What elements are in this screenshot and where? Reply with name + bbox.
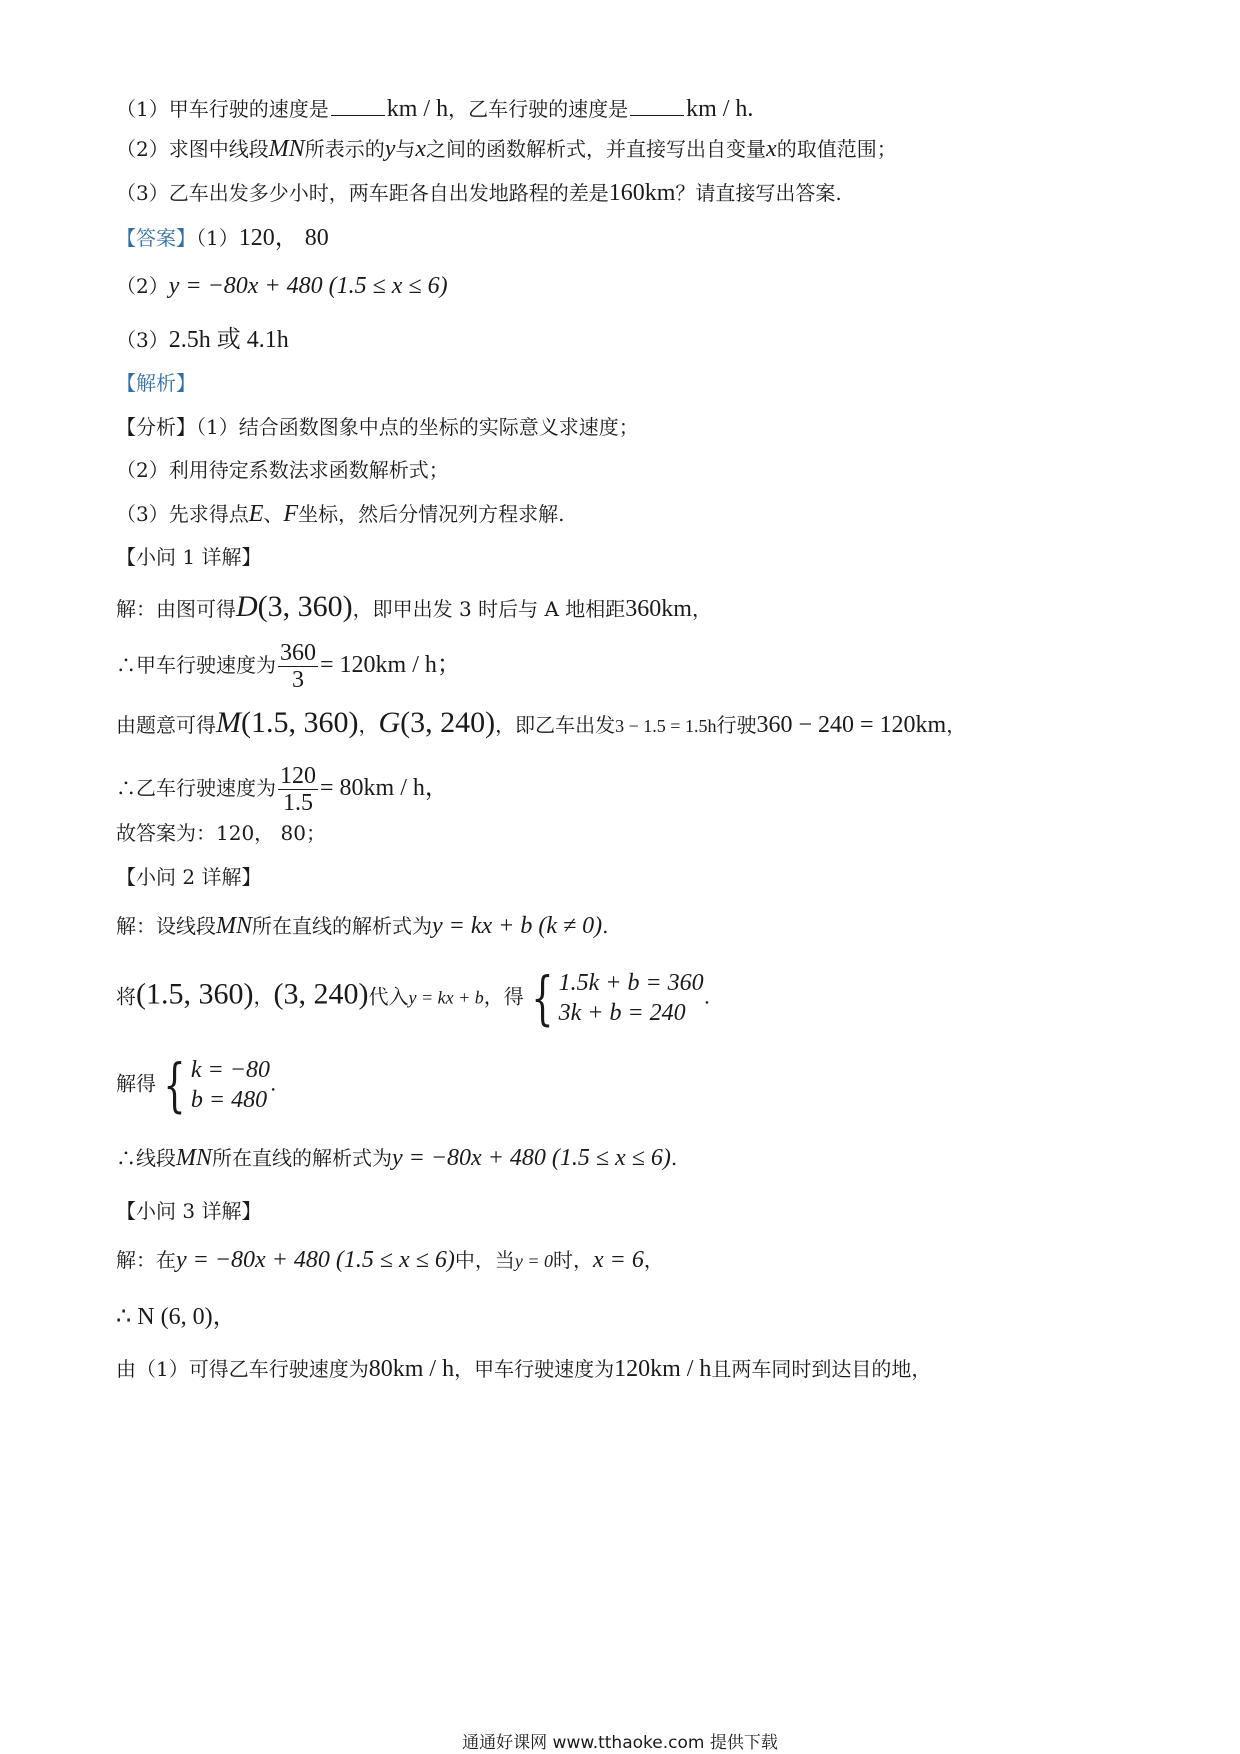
point-m-coords: (1.5, 360)	[241, 706, 359, 739]
part2-l3-period: .	[269, 1071, 277, 1096]
part2-l2-text-a: 将	[116, 984, 136, 1009]
fraction-numerator: 120	[280, 763, 316, 789]
q2-segment-mn: MN	[268, 136, 305, 162]
part1-l3-comma: ，	[358, 713, 379, 737]
answer-2-formula: y = −80x + 480 (1.5 ≤ x ≤ 6)	[168, 273, 448, 299]
part1-l4-result: = 80km / h，	[320, 775, 449, 801]
part1-line-3	[116, 708, 966, 741]
part1-title: 【小问 1 详解】	[116, 545, 262, 569]
question-1	[116, 94, 753, 124]
part3-l1-text-c: 时，	[553, 1248, 594, 1272]
answer-2-prefix: （2）	[116, 274, 169, 298]
fraction-denominator: 3	[292, 667, 304, 693]
equation-system-1	[524, 964, 704, 1032]
q1-text-c: ，乙车行驶的速度是	[448, 97, 629, 121]
part1-line-5: 故答案为：120， 80；	[116, 821, 326, 845]
part2-line-1	[116, 911, 609, 941]
equation-system-2	[156, 1051, 270, 1119]
brace-icon: {	[531, 964, 554, 1032]
q2-text-e: 的取值范围；	[776, 137, 897, 161]
point-2-coords: (3, 240)	[273, 977, 369, 1011]
q2-var-y: y	[384, 136, 396, 162]
question-3	[116, 178, 842, 208]
part3-equation: y = −80x + 480 (1.5 ≤ x ≤ 6)	[176, 1247, 455, 1273]
q2-text-a: （2）求图中线段	[116, 137, 269, 161]
fenxi-3-text-a: （3）先求得点	[116, 502, 249, 526]
answer-3-prefix: （3）	[116, 328, 169, 352]
part1-line-1	[116, 592, 712, 624]
part3-l3-text-a: 由（1）可得乙车行驶速度为	[116, 1357, 369, 1381]
jiexi-tag: 【解析】	[116, 371, 196, 395]
fenxi-3-text-c: 坐标，然后分情况列方程求解.	[298, 502, 565, 526]
part3-x-value: x = 6	[593, 1247, 644, 1273]
part1-l3-time: 3 − 1.5 = 1.5h	[615, 716, 717, 736]
q2-text-b: 所表示的	[304, 137, 385, 161]
part1-l3-distance: 360 − 240 = 120km	[756, 712, 947, 738]
part2-title: 【小问 2 详解】	[116, 865, 262, 889]
answer-line-2	[116, 271, 448, 301]
speed-a: 120km / h	[614, 1356, 712, 1382]
system-row-1: k = −80	[190, 1057, 270, 1083]
part2-l2-comma: ，	[253, 984, 274, 1009]
fraction-numerator: 360	[280, 640, 316, 666]
part2-l3-text: 解得	[116, 1071, 156, 1096]
answer-blank-2	[630, 97, 684, 116]
fenxi-line-1: 【分析】（1）结合函数图象中点的坐标的实际意义求速度；	[116, 415, 639, 439]
answer-3-value: 2.5h 或 4.1h	[168, 327, 289, 353]
fraction-denominator: 1.5	[283, 790, 313, 816]
part2-l2-equation: y = kx + b	[408, 987, 484, 1008]
point-f-label: F	[283, 501, 299, 527]
part1-l3-text-c: ，即乙车出发	[495, 713, 616, 737]
speed-fraction-1	[278, 640, 318, 693]
part3-l1-text-a: 解：在	[116, 1248, 176, 1272]
segment-mn: MN	[176, 1145, 212, 1171]
q2-text-c: 与	[395, 137, 416, 161]
point-d-label: D	[236, 590, 258, 623]
speed-fraction-2	[278, 763, 318, 816]
part1-l3-comma-2: ，	[946, 713, 967, 737]
part1-l4-text: ∴乙车行驶速度为	[116, 776, 276, 800]
point-g-label: G	[378, 706, 401, 739]
point-m-label: M	[216, 706, 241, 739]
q1-unit-2: km / h	[686, 96, 748, 122]
part1-l1-comma: ，	[691, 597, 712, 621]
point-g-coords: (3, 240)	[400, 706, 496, 739]
system-row-2: 3k + b = 240	[558, 1000, 686, 1026]
q1-unit-1: km / h	[386, 96, 449, 122]
part1-l3-text-a: 由题意可得	[116, 713, 216, 737]
system-row-1: 1.5k + b = 360	[558, 970, 704, 996]
q3-text-a: （3）乙车出发多少小时，两车距各自出发地路程的差是	[116, 181, 609, 205]
answer-1-value: 120， 80	[238, 225, 329, 251]
answer-line-3	[116, 325, 289, 355]
fenxi-3-sep: 、	[263, 502, 284, 526]
part3-title: 【小问 3 详解】	[116, 1199, 262, 1223]
answer-blank-1	[331, 97, 385, 116]
part2-l4-text-a: ∴线段	[116, 1146, 176, 1170]
q2-var-x: x	[415, 136, 427, 162]
part2-l1-text-b: 所在直线的解析式为	[252, 914, 432, 938]
q1-period: .	[747, 96, 754, 122]
part2-l4-period: .	[670, 1146, 678, 1170]
part3-line-1	[116, 1245, 664, 1276]
segment-mn: MN	[216, 913, 252, 939]
result-equation: y = −80x + 480 (1.5 ≤ x ≤ 6)	[392, 1145, 671, 1171]
q1-text-a: （1）甲车行驶的速度是	[116, 97, 329, 121]
part1-l2-text: ∴甲车行驶速度为	[116, 653, 276, 677]
part1-l1-text-b: ，即甲出发 3 时后与 A 地相距	[352, 597, 626, 621]
part1-line-4	[116, 763, 449, 816]
part3-line-2: ∴ N (6, 0)，	[116, 1304, 237, 1330]
part3-l1-comma: ，	[643, 1248, 664, 1272]
part1-line-2	[116, 640, 461, 693]
fenxi-line-3	[116, 499, 564, 529]
q3-text-b: ？请直接写出答案.	[675, 181, 842, 205]
answer-line-1	[116, 223, 329, 253]
part2-line-3	[116, 1051, 277, 1119]
answer-tag: 【答案】	[116, 226, 196, 250]
system-row-2: b = 480	[190, 1087, 268, 1113]
part3-l3-text-b: ，甲车行驶速度为	[454, 1357, 615, 1381]
answer-1-prefix: （1）	[196, 226, 239, 250]
part2-l2-text-d: ，得	[483, 984, 524, 1009]
point-e-label: E	[248, 501, 264, 527]
q2-var-x2: x	[766, 136, 777, 162]
part2-l1-text-a: 解：设线段	[116, 914, 216, 938]
part1-l2-result: = 120km / h；	[320, 652, 461, 678]
page-footer: 通通好课网 www.tthaoke.com 提供下载	[462, 1733, 778, 1753]
part1-l1-text-a: 解：由图可得	[116, 597, 236, 621]
part2-l2-text-c: 代入	[368, 984, 409, 1009]
part2-l4-text-b: 所在直线的解析式为	[212, 1146, 392, 1170]
part2-line-4	[116, 1143, 677, 1173]
part3-line-3	[116, 1354, 931, 1384]
fenxi-line-2: （2）利用待定系数法求函数解析式；	[116, 458, 449, 482]
q3-value: 160km	[608, 180, 676, 206]
part1-l1-distance: 360km	[625, 596, 692, 622]
point-1-coords: (1.5, 360)	[136, 977, 254, 1011]
part2-line-2	[116, 964, 711, 1032]
part2-l1-period: .	[602, 914, 609, 938]
linear-equation: y = kx + b (k ≠ 0)	[432, 913, 603, 939]
question-2	[116, 134, 897, 164]
speed-b: 80km / h	[368, 1356, 455, 1382]
q2-text-d: 之间的函数解析式，并直接写出自变量	[426, 137, 767, 161]
part1-l3-text-d: 行驶	[716, 713, 757, 737]
part3-l3-text-c: 且两车同时到达目的地，	[711, 1357, 932, 1381]
part2-l2-period: .	[703, 984, 711, 1009]
point-d-coords: (3, 360)	[257, 590, 353, 623]
brace-icon: {	[163, 1051, 186, 1119]
part3-y-zero: y = 0	[514, 1251, 554, 1271]
part3-l1-text-b: 中，当	[454, 1248, 515, 1272]
